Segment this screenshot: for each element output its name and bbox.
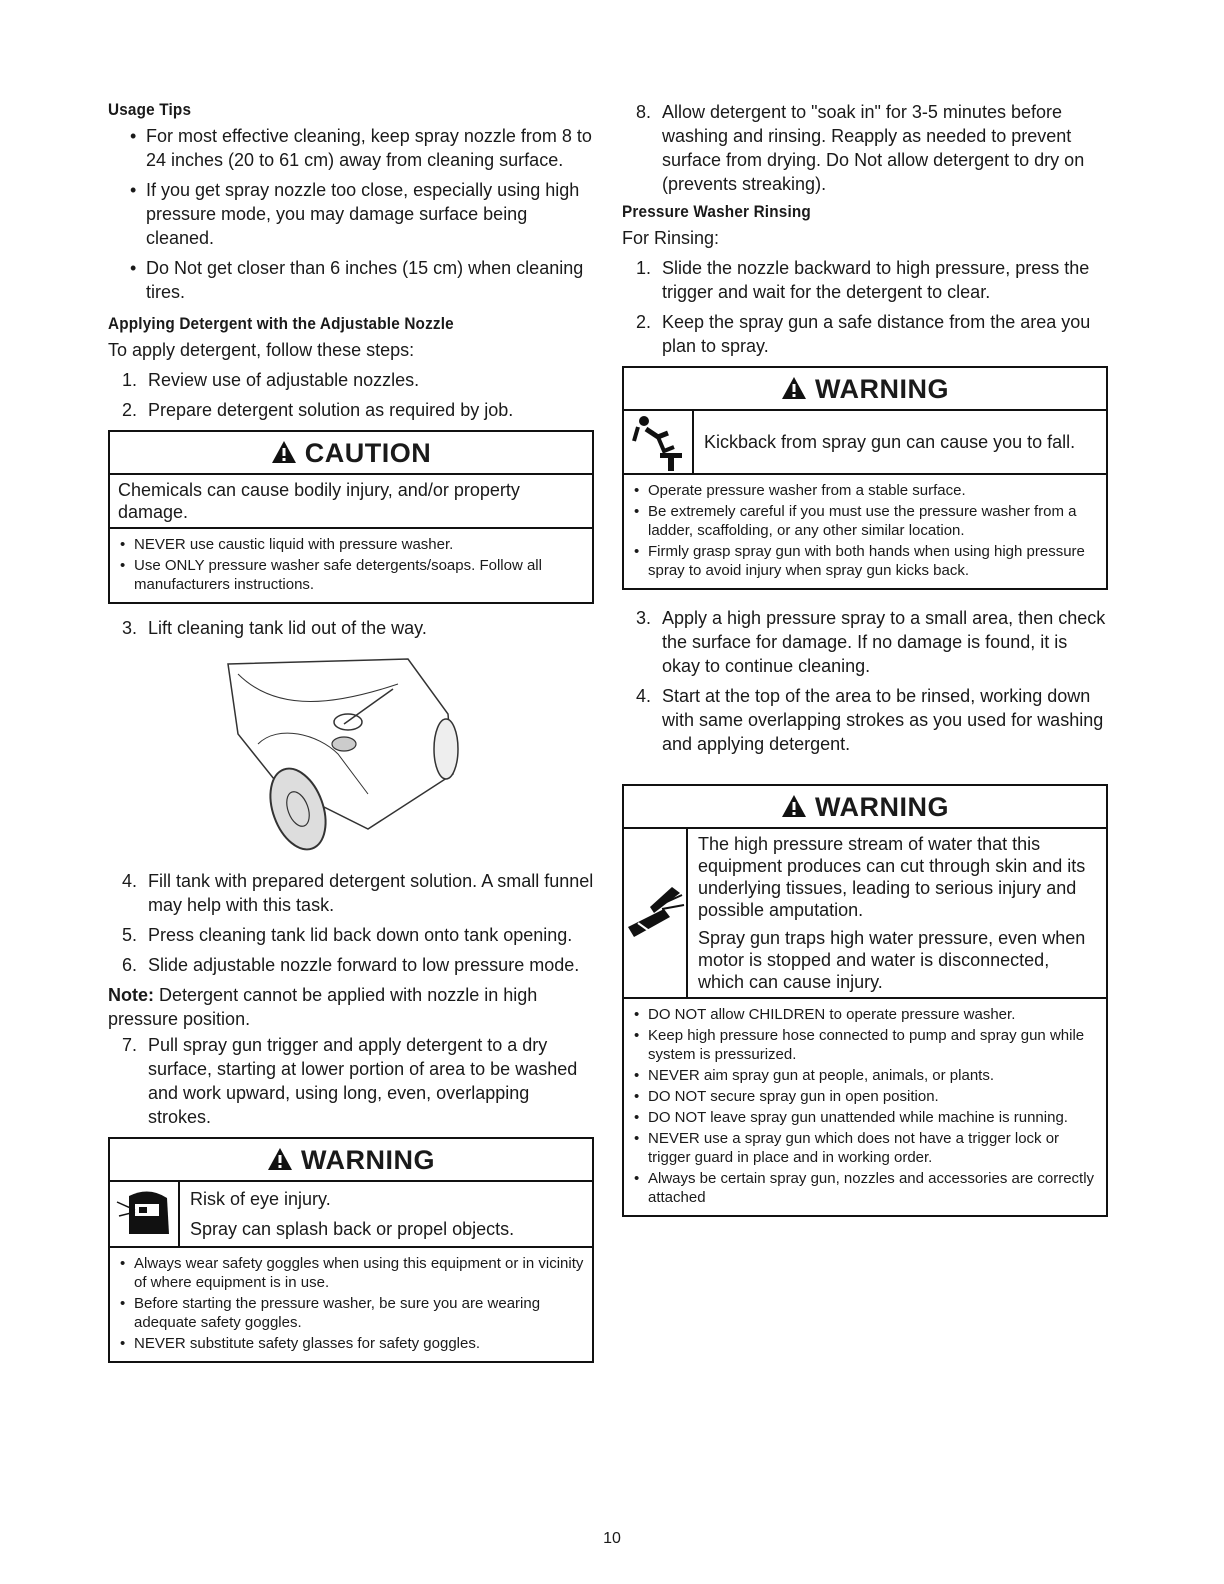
eye-warning-box xyxy=(108,1137,594,1363)
list-item: 5. Press cleaning tank lid back down onto tank opening. xyxy=(122,925,573,945)
list-item: 1. Review use of adjustable nozzles. xyxy=(122,370,420,390)
list-item: • NEVER use a spray gun which does not have a trigger lock or trigger guard in place and in working order. xyxy=(630,1129,1100,1167)
injection-warning-box xyxy=(622,784,1108,1217)
page-number: 10 xyxy=(603,1530,621,1547)
warning-triangle-icon xyxy=(267,1147,293,1171)
falling-person-icon xyxy=(630,413,686,471)
goggles-icon xyxy=(115,1188,173,1240)
list-item: • If you get spray nozzle too close, especially using high pressure mode, you may damage surface being cleaned. xyxy=(108,178,594,250)
rinsing-heading: Pressure Washer Rinsing xyxy=(622,202,811,221)
detergent-intro: To apply detergent, follow these steps: xyxy=(108,340,415,360)
list-item: • Firmly grasp spray gun with both hands when using high pressure spray to avoid injury when spray gun kicks back. xyxy=(630,542,1100,580)
steps-list xyxy=(108,368,594,422)
steps-list xyxy=(108,869,594,977)
left-column xyxy=(108,100,594,1375)
list-item: • NEVER substitute safety glasses for safety goggles. xyxy=(116,1334,586,1353)
list-item: • DO NOT allow CHILDREN to operate pressure washer. xyxy=(630,1005,1100,1024)
warning-triangle-icon xyxy=(781,794,807,818)
injection-warning-title: WARNING xyxy=(624,786,1106,829)
steps-list xyxy=(622,100,1108,196)
steps-list xyxy=(622,606,1108,756)
eye-warning-line: Spray can splash back or propel objects. xyxy=(190,1219,515,1239)
kickback-warning-row xyxy=(624,411,1106,475)
list-item: • NEVER aim spray gun at people, animals, or plants. xyxy=(630,1066,1100,1085)
list-item: • Always be certain spray gun, nozzles and accessories are correctly attached xyxy=(630,1169,1100,1207)
eye-warning-text xyxy=(180,1182,524,1246)
list-item: 3. Apply a high pressure spray to a small area, then check the surface for damage. If no damage is found, it is okay to continue cleaning. xyxy=(636,608,1106,676)
kickback-warning-list xyxy=(624,475,1106,588)
eye-warning-row xyxy=(110,1182,592,1248)
list-item: 6. Slide adjustable nozzle forward to low pressure mode. xyxy=(122,955,580,975)
list-item: • Keep high pressure hose connected to pump and spray gun while system is pressurized. xyxy=(630,1026,1100,1064)
list-item: 4. Start at the top of the area to be rinsed, working down with same overlapping strokes as you used for washing and applying detergent. xyxy=(636,686,1104,754)
list-item: • DO NOT secure spray gun in open position. xyxy=(630,1087,1100,1106)
list-item: 1. Slide the nozzle backward to high pressure, press the trigger and wait for the detergent to clear. xyxy=(636,258,1090,302)
list-item: • Do Not get closer than 6 inches (15 cm) when cleaning tires. xyxy=(108,256,594,304)
list-item: • For most effective cleaning, keep spray nozzle from 8 to 24 inches (20 to 61 cm) away from cleaning surface. xyxy=(108,124,594,172)
note-text: Detergent cannot be applied with nozzle in high pressure position. xyxy=(108,985,538,1029)
injection-hazard-icon xyxy=(624,883,686,943)
list-item: 3. Lift cleaning tank lid out of the way. xyxy=(122,618,427,638)
steps-list xyxy=(108,616,594,640)
warning-triangle-icon xyxy=(271,440,297,464)
caution-list xyxy=(110,529,592,602)
rinsing-intro: For Rinsing: xyxy=(622,228,720,248)
list-item: 8. Allow detergent to "soak in" for 3-5 minutes before washing and rinsing. Reapply as needed to prevent surface from drying. Do Not allow detergent to dry on (prevents streaking). xyxy=(636,102,1085,194)
list-item: • DO NOT leave spray gun unattended while machine is running. xyxy=(630,1108,1100,1127)
usage-tips-heading: Usage Tips xyxy=(108,100,192,119)
cleaning-tank-illustration xyxy=(218,654,478,854)
warning-triangle-icon xyxy=(781,376,807,400)
injection-warning-line: Spray gun traps high water pressure, even when motor is stopped and water is disconnected, which can cause injury. xyxy=(698,928,1086,992)
steps-list xyxy=(108,1033,594,1129)
kickback-warning-text: Kickback from spray gun can cause you to fall. xyxy=(704,432,1076,452)
injection-warning-line: The high pressure stream of water that this equipment produces can cut through skin and its underlying tissues, leading to serious injury and possible amputation. xyxy=(698,834,1086,920)
usage-tips-list xyxy=(108,124,594,304)
list-item: • Always wear safety goggles when using this equipment or in vicinity of where equipment is in use. xyxy=(116,1254,586,1292)
list-item: 2. Keep the spray gun a safe distance from the area you plan to spray. xyxy=(636,312,1091,356)
right-column xyxy=(622,100,1108,1229)
list-item: 7. Pull spray gun trigger and apply detergent to a dry surface, starting at lower portion of area to be washed and work upward, using long, even, overlapping strokes. xyxy=(122,1035,578,1127)
eye-warning-list xyxy=(110,1248,592,1361)
injection-warning-list xyxy=(624,999,1106,1215)
note-label: Note: xyxy=(108,985,154,1005)
fall-icon-cell xyxy=(624,411,694,473)
injection-icon-cell xyxy=(624,829,688,997)
list-item: • Be extremely careful if you must use the pressure washer from a ladder, scaffolding, or any other similar location. xyxy=(630,502,1100,540)
note xyxy=(108,983,594,1031)
kickback-warning-box xyxy=(622,366,1108,590)
list-item: 4. Fill tank with prepared detergent solution. A small funnel may help with this task. xyxy=(122,871,594,915)
list-item: • Use ONLY pressure washer safe detergents/soaps. Follow all manufacturers instructions. xyxy=(116,556,586,594)
kickback-warning-title: WARNING xyxy=(624,368,1106,411)
detergent-heading: Applying Detergent with the Adjustable Nozzle xyxy=(108,314,454,333)
list-item: • NEVER use caustic liquid with pressure washer. xyxy=(116,535,586,554)
eye-warning-title: WARNING xyxy=(110,1139,592,1182)
injection-warning-row xyxy=(624,829,1106,999)
injection-warning-text xyxy=(688,829,1106,997)
list-item: • Operate pressure washer from a stable surface. xyxy=(630,481,1100,500)
caution-title: CAUTION xyxy=(110,432,592,475)
goggles-icon-cell xyxy=(110,1182,180,1246)
caution-main: Chemicals can cause bodily injury, and/or property damage. xyxy=(110,475,592,529)
list-item: • Before starting the pressure washer, be sure you are wearing adequate safety goggles. xyxy=(116,1294,586,1332)
steps-list xyxy=(622,256,1108,358)
list-item: 2. Prepare detergent solution as required by job. xyxy=(122,400,514,420)
caution-box xyxy=(108,430,594,604)
eye-warning-line: Risk of eye injury. xyxy=(190,1189,331,1209)
